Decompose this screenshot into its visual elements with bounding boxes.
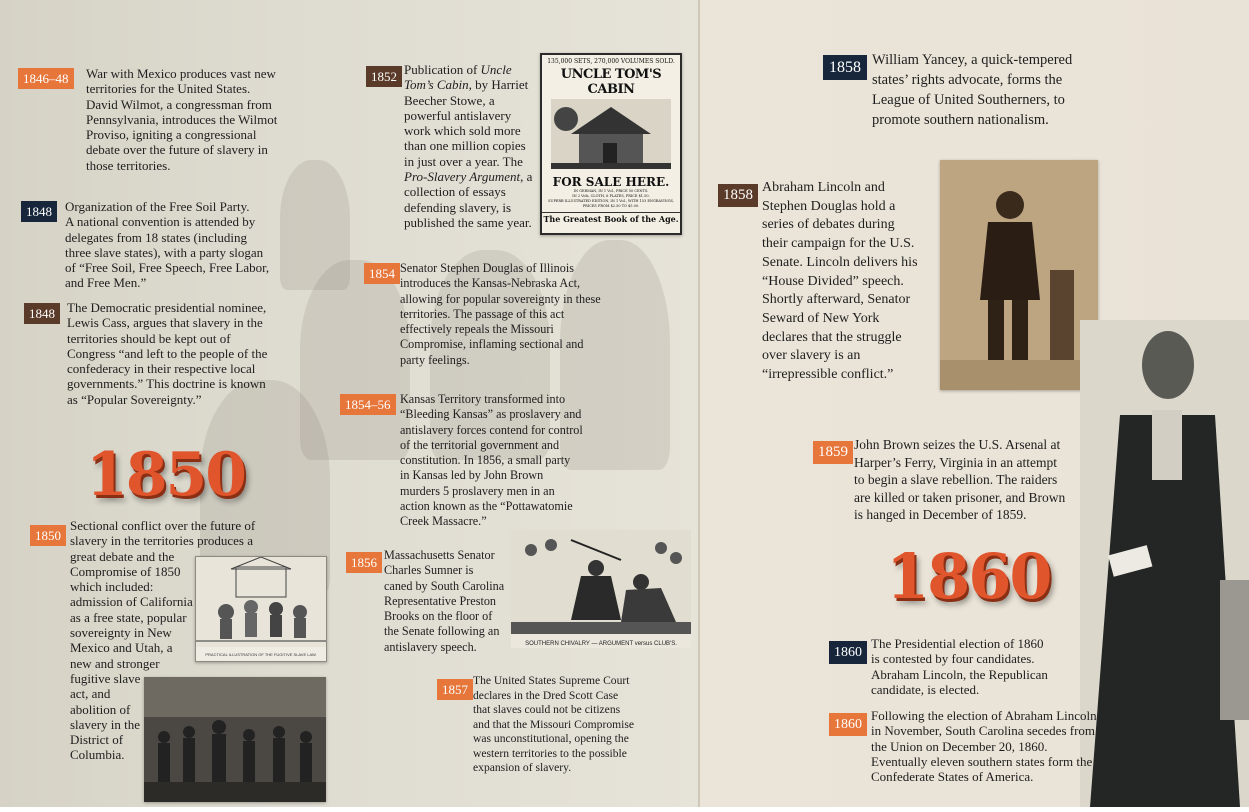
timeline-entry-1858-yancey	[872, 50, 1122, 130]
poster-bottom-line: The Greatest Book of the Age.	[543, 214, 679, 224]
entry-line: than one million copies	[404, 138, 526, 154]
year-tag: 1858	[718, 184, 758, 207]
entry-line: confederacy in their respective local	[67, 361, 256, 377]
entry-line: series of debates during	[762, 217, 895, 233]
year-tag: 1859	[813, 441, 853, 464]
entry-line: constitution. In 1856, a small party	[400, 453, 571, 468]
entry-line: Stephen Douglas hold a	[762, 198, 896, 214]
entry-line: declares that the struggle	[762, 329, 902, 345]
year-tag: 1846–48	[18, 68, 74, 89]
entry-line: The Democratic presidential nominee,	[67, 300, 267, 315]
entry-line: three slave states), with a party slogan	[65, 244, 264, 260]
entry-line: Proviso, igniting a congressional	[86, 127, 257, 143]
entry-line: abolition of	[70, 701, 131, 717]
timeline-entry-1848-free-soil	[65, 199, 295, 291]
entry-line: fugitive slave	[70, 670, 141, 686]
entry-line: their campaign for the U.S.	[762, 236, 915, 252]
douglas-figure	[940, 160, 1098, 390]
entry-line: Charles Sumner is	[384, 563, 474, 578]
entry-line: Organization of the Free Soil Party.	[65, 199, 250, 214]
entry-line: Eventually eleven southern states form the	[871, 753, 1093, 769]
entry-line: Confederate States of America.	[871, 769, 1034, 785]
entry-line: governments.” This doctrine is known	[67, 376, 266, 392]
entry-line: Congress “and left to the people of the	[67, 345, 268, 361]
entry-line: League of United Southerners, to	[872, 92, 1065, 108]
entry-line: defending slavery, is	[404, 199, 512, 215]
year-tag: 1854–56	[340, 394, 396, 415]
year-tag: 1850	[30, 525, 66, 546]
entry-line: Pro-Slavery Argument, a	[404, 169, 533, 185]
entry-line: murders 5 proslavery men in an	[400, 483, 555, 498]
timeline-entry-1846	[86, 66, 286, 173]
entry-line: new and stronger	[70, 655, 160, 671]
timeline-entry-1859	[854, 436, 1084, 524]
entry-line: act, and	[70, 686, 111, 702]
entry-line: antislavery forces contend for control	[400, 422, 583, 437]
entry-line: western territories to the possible	[473, 746, 627, 760]
entry-line: caned by South Carolina	[384, 578, 505, 593]
entry-line: Massachusetts Senator	[384, 548, 495, 562]
entry-line: as a free state, popular	[70, 609, 187, 625]
entry-line: Sectional conflict over the future of	[70, 518, 256, 533]
entry-line: as “Popular Sovereignty.”	[67, 391, 202, 407]
entry-line: collection of essays	[404, 184, 506, 200]
entry-line: antislavery speech.	[384, 639, 477, 654]
entry-line: is contested by four candidates.	[871, 651, 1035, 667]
entry-line: effectively repeals the Missouri	[400, 322, 554, 337]
timeline-entry-1854	[400, 261, 610, 368]
year-tag: 1848	[24, 303, 60, 324]
entry-line: Beecher Stowe, a	[404, 92, 495, 108]
big-year-1860: 1860	[886, 540, 1051, 613]
entry-line: Compromise of 1850	[70, 563, 181, 579]
entry-line: “House Divided” speech.	[762, 273, 904, 289]
entry-line: “Bleeding Kansas” as proslavery and	[400, 407, 582, 422]
year-tag: 1856	[346, 552, 382, 573]
senate-debate-painting	[144, 677, 326, 802]
entry-line: Abraham Lincoln, the Republican	[871, 666, 1048, 682]
entry-line: the Union on December 20, 1860.	[871, 738, 1048, 754]
entry-line: states’ rights advocate, forms the	[872, 72, 1063, 88]
entry-line: Lewis Cass, argues that slavery in the	[67, 315, 263, 331]
entry-line: in November, South Carolina secedes from	[871, 723, 1096, 739]
entry-line: introduces the Kansas-Nebraska Act,	[400, 276, 581, 291]
entry-line: in Kansas led by John Brown	[400, 468, 544, 483]
entry-line: Brooks on the floor of	[384, 609, 493, 624]
entry-line: Creek Massacre.”	[400, 514, 487, 529]
entry-line: work which sold more	[404, 123, 521, 139]
entry-line: War with Mexico produces vast new	[86, 66, 276, 81]
entry-line: slavery in the	[70, 716, 141, 732]
entry-line: great debate and the	[70, 548, 175, 564]
year-tag: 1852	[366, 66, 402, 87]
stephen-douglas-photo	[940, 160, 1098, 390]
entry-line: that slaves could not be citizens	[473, 703, 621, 716]
poster-fine-line: SUPERB ILLUSTRATED EDITION, IN 1 Vol., WITH 153 ENGRAVINGS,	[548, 199, 674, 203]
year-tag: 1858	[823, 55, 867, 80]
entry-line: to begin a slave rebellion. The raiders	[854, 472, 1058, 487]
entry-line: Columbia.	[70, 747, 125, 763]
timeline-entry-1848-cass	[67, 300, 297, 407]
poster-top-line: 135,000 SETS, 270,000 VOLUMES SOLD.	[547, 58, 675, 65]
entry-line: sovereignty in New	[70, 625, 172, 641]
entry-line: party feelings.	[400, 352, 470, 367]
entry-line: expansion of slavery.	[473, 761, 572, 774]
cartoon-drawing	[196, 557, 326, 647]
poster-fine-print	[542, 189, 680, 209]
timeline-entry-1852	[404, 62, 539, 230]
entry-line: and Free Men.”	[65, 275, 147, 291]
entry-line: is hanged in December of 1859.	[854, 507, 1027, 522]
entry-line: William Yancey, a quick-tempered	[872, 52, 1073, 68]
entry-line: Kansas Territory transformed into	[400, 392, 566, 406]
poster-fine-line: IN GERMAN, IN 1 Vol., PRICE 50 CENTS.	[573, 189, 649, 193]
entry-line: Compromise, inflaming sectional and	[400, 337, 584, 352]
entry-line: Seward of New York	[762, 310, 880, 326]
entry-line: Representative Preston	[384, 593, 497, 608]
entry-line: was unconstitutional, opening the	[473, 732, 629, 745]
entry-line: Senator Stephen Douglas of Illinois	[400, 261, 574, 275]
timeline-entry-1854-56	[400, 392, 600, 530]
entry-line: debate over the future of slavery in	[86, 142, 268, 158]
entry-line: those territories.	[86, 157, 171, 173]
entry-line: David Wilmot, a congressman from	[86, 96, 272, 112]
entry-line: over slavery is an	[762, 348, 861, 364]
timeline-entry-1858-debates	[762, 179, 942, 385]
entry-line: The United States Supreme Court	[473, 674, 630, 687]
entry-line: delegates from 18 states (including	[65, 229, 247, 245]
entry-line: John Brown seizes the U.S. Arsenal at	[854, 437, 1061, 452]
entry-line: A national convention is attended by	[65, 214, 256, 230]
entry-line: Abraham Lincoln and	[762, 180, 885, 195]
year-tag: 1857	[437, 679, 473, 700]
entry-line: allowing for popular sovereignty in these	[400, 291, 601, 306]
entry-line: admission of California	[70, 594, 193, 610]
year-tag: 1860	[829, 713, 867, 736]
entry-line: territories should be kept out of	[67, 330, 231, 346]
entry-line: territories for the United States.	[86, 81, 251, 97]
entry-line: Senate. Lincoln delivers his	[762, 254, 918, 270]
right-exhibit-panel	[698, 0, 1249, 807]
entry-line: Mexico and Utah, a	[70, 640, 173, 656]
fugitive-slave-law-cartoon	[195, 556, 327, 662]
entry-line: and that the Missouri Compromise	[473, 717, 635, 731]
entry-line: of “Free Soil, Free Speech, Free Labor,	[65, 260, 270, 276]
timeline-entry-1860-election	[871, 636, 1091, 697]
entry-line: “irrepressible conflict.”	[762, 367, 894, 383]
entry-line: The Presidential election of 1860	[871, 636, 1044, 651]
poster-fine-line: PRICES FROM $2.50 TO $5.00.	[582, 204, 640, 208]
entry-line: declares in the Dred Scott Case	[473, 688, 619, 702]
caning-drawing	[511, 530, 691, 634]
year-tag: 1860	[829, 641, 867, 664]
poster-fine-line: IN 2 Vols, CLOTH, 6 PLATES, PRICE $1.50.	[572, 194, 650, 198]
cartoon-caption: SOUTHERN CHIVALRY — ARGUMENT versus CLUB'S.	[525, 641, 677, 647]
entry-line: territories. The passage of this act	[400, 306, 565, 321]
entry-line: Pennsylvania, introduces the Wilmot	[86, 111, 278, 127]
entry-line: slavery in the territories produces a	[70, 533, 254, 549]
cartoon-caption: PRACTICAL ILLUSTRATION OF THE FUGITIVE SLAVE LAW.	[205, 652, 317, 657]
entry-line: action known as the “Pottawatomie	[400, 499, 573, 514]
year-tag: 1854	[364, 263, 400, 284]
entry-line: are killed or taken prisoner, and Brown	[854, 489, 1066, 505]
entry-line: Publication of Uncle	[404, 62, 512, 77]
entry-line: Shortly afterward, Senator	[762, 292, 911, 308]
timeline-entry-1857	[473, 674, 673, 776]
cabin-engraving	[551, 99, 671, 169]
entry-line: the Senate following an	[384, 624, 500, 639]
entry-line: published the same year.	[404, 214, 532, 230]
year-tag: 1848	[21, 201, 57, 222]
big-year-1850: 1850	[86, 440, 245, 510]
entry-line: of the territorial government and	[400, 437, 560, 452]
timeline-entry-1860-secession	[871, 708, 1111, 784]
entry-line: District of	[70, 732, 124, 748]
entry-line: Following the election of Abraham Lincoln	[871, 708, 1097, 723]
painting-drawing	[144, 677, 326, 802]
entry-line: promote southern nationalism.	[872, 112, 1049, 128]
entry-line: Harper’s Ferry, Virginia in an attempt	[854, 454, 1058, 470]
poster-title: UNCLE TOM'S CABIN	[560, 67, 662, 97]
timeline-entry-1856	[384, 548, 514, 655]
uncle-toms-cabin-poster	[540, 53, 682, 235]
entry-line: powerful antislavery	[404, 107, 512, 123]
poster-for-sale: FOR SALE HERE.	[552, 175, 670, 189]
entry-line: which included:	[70, 579, 154, 595]
southern-chivalry-cartoon	[511, 530, 691, 648]
entry-line: candidate, is elected.	[871, 681, 980, 697]
entry-line: in just over a year. The	[404, 153, 523, 169]
entry-line: Tom’s Cabin, by Harriet	[404, 77, 529, 93]
